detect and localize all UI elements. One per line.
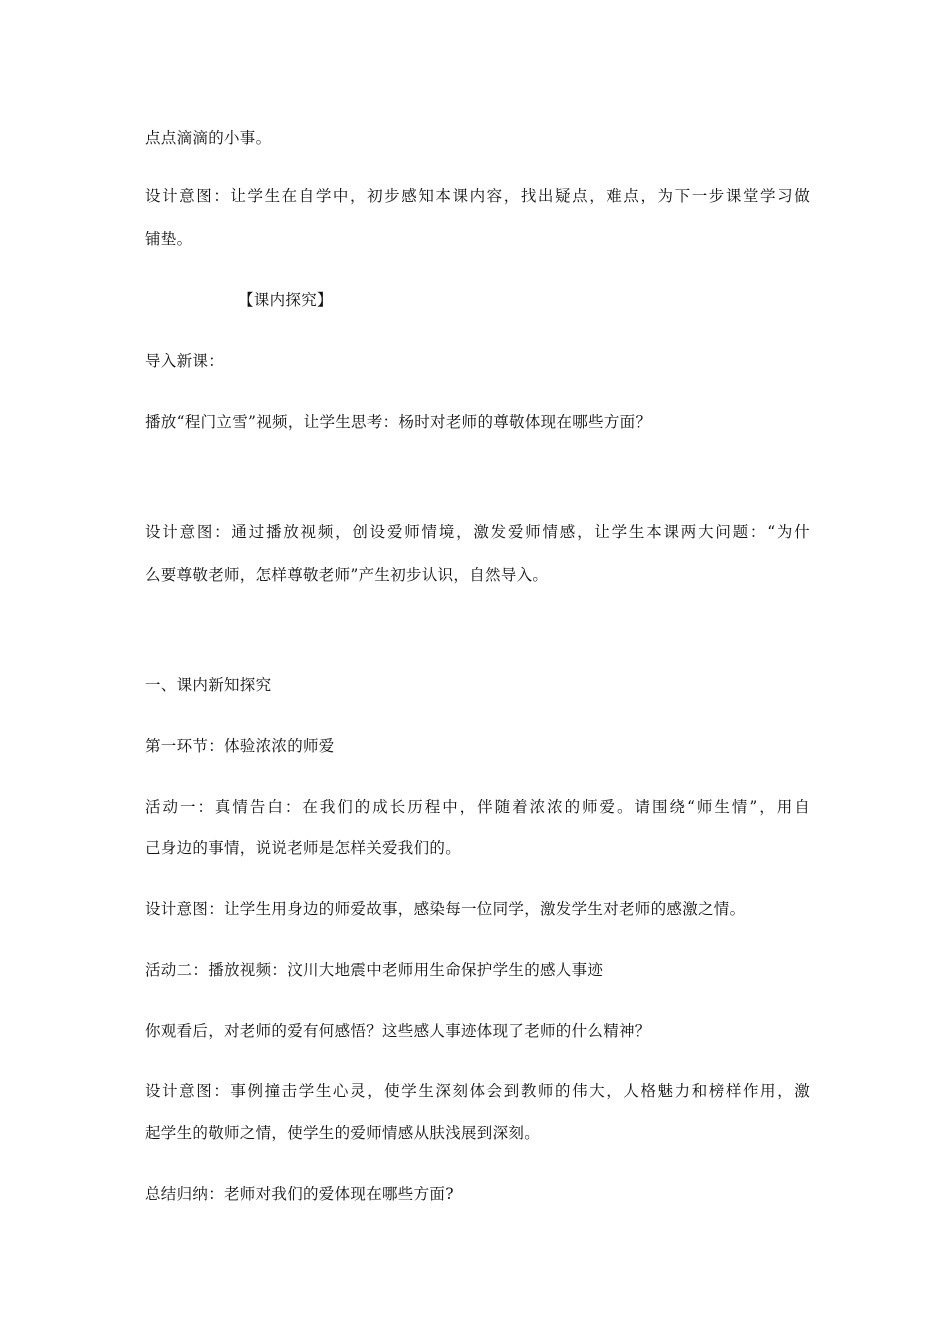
design-intent-text: 设计意图：通过播放视频，创设爱师情境，激发爱师情感，让学生本课两大问题：“为什 bbox=[145, 523, 810, 541]
summary-text: 总结归纳：老师对我们的爱体现在哪些方面? bbox=[145, 1185, 454, 1203]
section-heading: 【课内探究】 bbox=[238, 291, 333, 309]
section-heading: 一、课内新知探究 bbox=[145, 676, 272, 694]
activity-text: 活动一：真情告白：在我们的成长历程中，伴随着浓浓的师爱。请围绕“师生情”，用自 bbox=[145, 798, 810, 816]
activity-text: 活动二：播放视频：汶川大地震中老师用生命保护学生的感人事迹 bbox=[145, 961, 604, 979]
design-intent-text: 设计意图：让学生在自学中，初步感知本课内容，找出疑点，难点，为下一步课堂学习做 bbox=[145, 187, 810, 205]
design-intent-text: 铺垫。 bbox=[145, 230, 193, 248]
activity-text: 己身边的事情，说说老师是怎样关爱我们的。 bbox=[145, 839, 462, 857]
design-intent-text: 么要尊敬老师，怎样尊敬老师”产生初步认识，自然导入。 bbox=[145, 566, 549, 584]
paragraph-text: 播放“程门立雪”视频，让学生思考：杨时对老师的尊敬体现在哪些方面？ bbox=[145, 413, 652, 431]
design-intent-text: 起学生的敬师之情，使学生的爱师情感从肤浅展到深刻。 bbox=[145, 1124, 541, 1142]
paragraph-text: 导入新课： bbox=[145, 352, 225, 370]
design-intent-text: 设计意图：让学生用身边的师爱故事，感染每一位同学，激发学生对老师的感激之情。 bbox=[145, 900, 746, 918]
design-intent-text: 设计意图：事例撞击学生心灵，使学生深刻体会到教师的伟大，人格魅力和榜样作用，激 bbox=[145, 1082, 810, 1100]
paragraph-text: 点点滴滴的小事。 bbox=[145, 129, 272, 147]
paragraph-text: 你观看后，对老师的爱有何感悟？这些感人事迹体现了老师的什么精神？ bbox=[145, 1022, 651, 1040]
subsection-heading: 第一环节：体验浓浓的师爱 bbox=[145, 737, 335, 755]
